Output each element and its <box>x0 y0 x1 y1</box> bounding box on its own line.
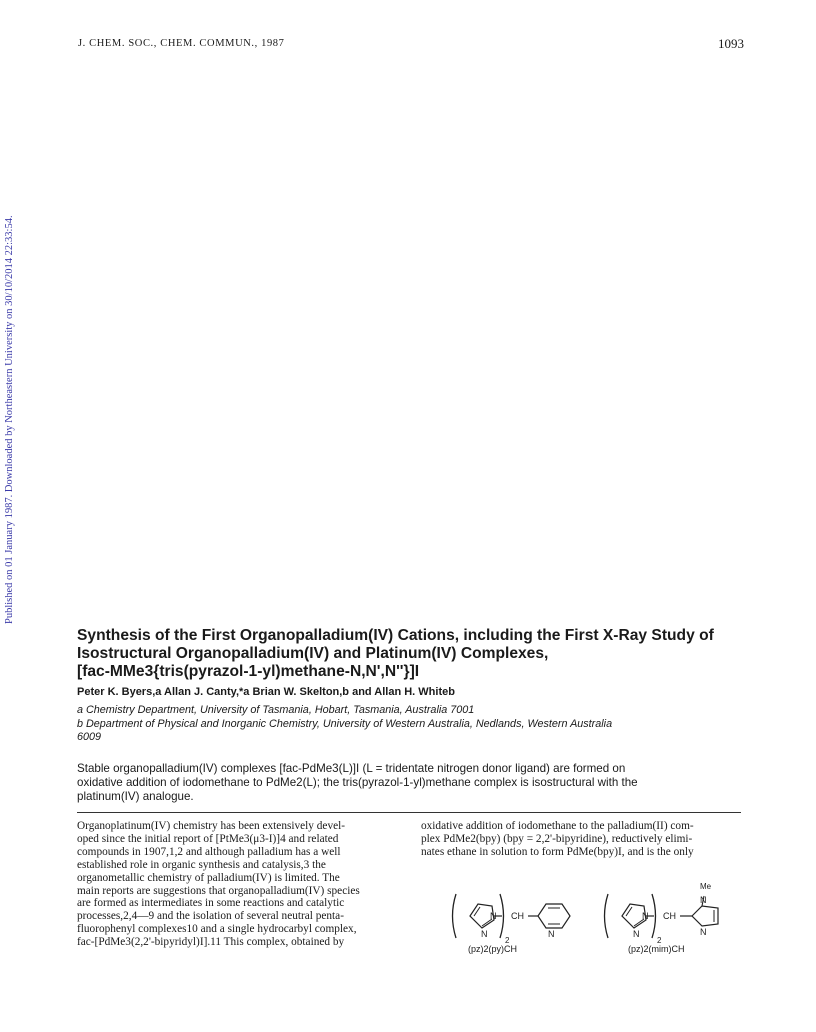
affiliation-line: a Chemistry Department, University of Tasmania, Hobart, Tasmania, Australia 7001 <box>77 704 475 716</box>
body-line: fluorophenyl complexes10 and a single hydrocarbyl complex, <box>77 923 357 936</box>
methyl-label: Me <box>700 882 712 891</box>
ligand-structure-pz2mimch <box>600 878 750 958</box>
title-line: Isostructural Organopalladium(IV) and Platinum(IV) Complexes, <box>77 645 549 662</box>
abstract-divider <box>77 812 741 813</box>
affiliation-line: b Department of Physical and Inorganic Chemistry, University of Western Australia, Nedlands, Western Australia <box>77 717 613 730</box>
abstract <box>77 762 747 803</box>
body-line: fac-[PdMe3(2,2'-bipyridyl)I].11 This complex, obtained by <box>77 936 345 949</box>
author-list: Peter K. Byers,a Allan J. Canty,*a Brian W. Skelton,b and Allan H. Whiteb <box>77 686 455 698</box>
abstract-line: oxidative addition of iodomethane to PdMe2(L); the tris(pyrazol-1-yl)methane complex is isostructural with the <box>77 775 638 789</box>
body-line: Organoplatinum(IV) chemistry has been extensively devel- <box>77 820 346 832</box>
ring-nitrogen-label: N <box>642 911 649 921</box>
methine-label: CH <box>511 911 524 921</box>
ligand-subscript: 2 <box>657 936 662 945</box>
body-line: nates ethane in solution to form PdMe(bpy)I, and is the only <box>421 845 694 858</box>
download-watermark: Published on 01 January 1987. Downloaded by Northeastern University on 30/10/2014 22:33:54. <box>4 215 15 624</box>
methine-label: CH <box>663 911 676 921</box>
title-line: Synthesis of the First Organopalladium(IV) Cations, including the First X-Ray Study of <box>77 627 714 644</box>
ring-nitrogen-label: N <box>548 929 555 939</box>
ligand-structure-pz2pych <box>448 886 588 958</box>
body-line: plex PdMe2(bpy) (bpy = 2,2'-bipyridine), reductively elimi- <box>421 832 693 845</box>
body-line: main reports are suggestions that organopalladium(IV) species <box>77 884 360 897</box>
ligand-subscript: 2 <box>505 936 510 945</box>
ligand-label: (pz)2(mim)CH <box>628 944 685 954</box>
abstract-line: platinum(IV) analogue. <box>77 789 194 803</box>
ring-nitrogen-label: N <box>633 929 640 939</box>
body-line: processes,2,4—9 and the isolation of several neutral penta- <box>77 910 344 923</box>
ring-nitrogen-label: N <box>490 911 497 921</box>
body-line: oped since the initial report of [PtMe3(μ3-I)]4 and related <box>77 832 339 845</box>
body-line: organometallic chemistry of palladium(IV) is limited. The <box>77 871 340 884</box>
affiliation-line: 6009 <box>77 731 102 743</box>
ligand-structure-drawing <box>448 886 588 946</box>
running-head: J. CHEM. SOC., CHEM. COMMUN., 1987 <box>78 38 285 49</box>
body-line: established role in organic synthesis and catalysis,3 the <box>77 858 326 871</box>
affiliations <box>77 704 747 745</box>
ligand-label: (pz)2(py)CH <box>468 944 518 954</box>
ring-nitrogen-label: N <box>700 927 707 937</box>
body-line: compounds in 1907,1,2 and although palladium has a well <box>77 845 341 858</box>
body-column-left <box>77 820 399 949</box>
ring-nitrogen-label: N <box>481 929 488 939</box>
page-number: 1093 <box>718 36 744 51</box>
body-line: are formed as intermediates in some reactions and catalytic <box>77 897 345 910</box>
abstract-line: Stable organopalladium(IV) complexes [fac-PdMe3(L)]I (L = tridentate nitrogen donor ligand) are formed on <box>77 762 626 775</box>
body-column-right <box>421 820 743 859</box>
ring-nitrogen-label: N <box>700 895 707 905</box>
title-line: [fac-MMe3{tris(pyrazol-1-yl)methane-N,N',N''}]I <box>77 663 420 680</box>
article-title <box>77 627 747 681</box>
body-line: oxidative addition of iodomethane to the palladium(II) com- <box>421 820 694 832</box>
ligand-structure-drawing <box>600 878 750 946</box>
